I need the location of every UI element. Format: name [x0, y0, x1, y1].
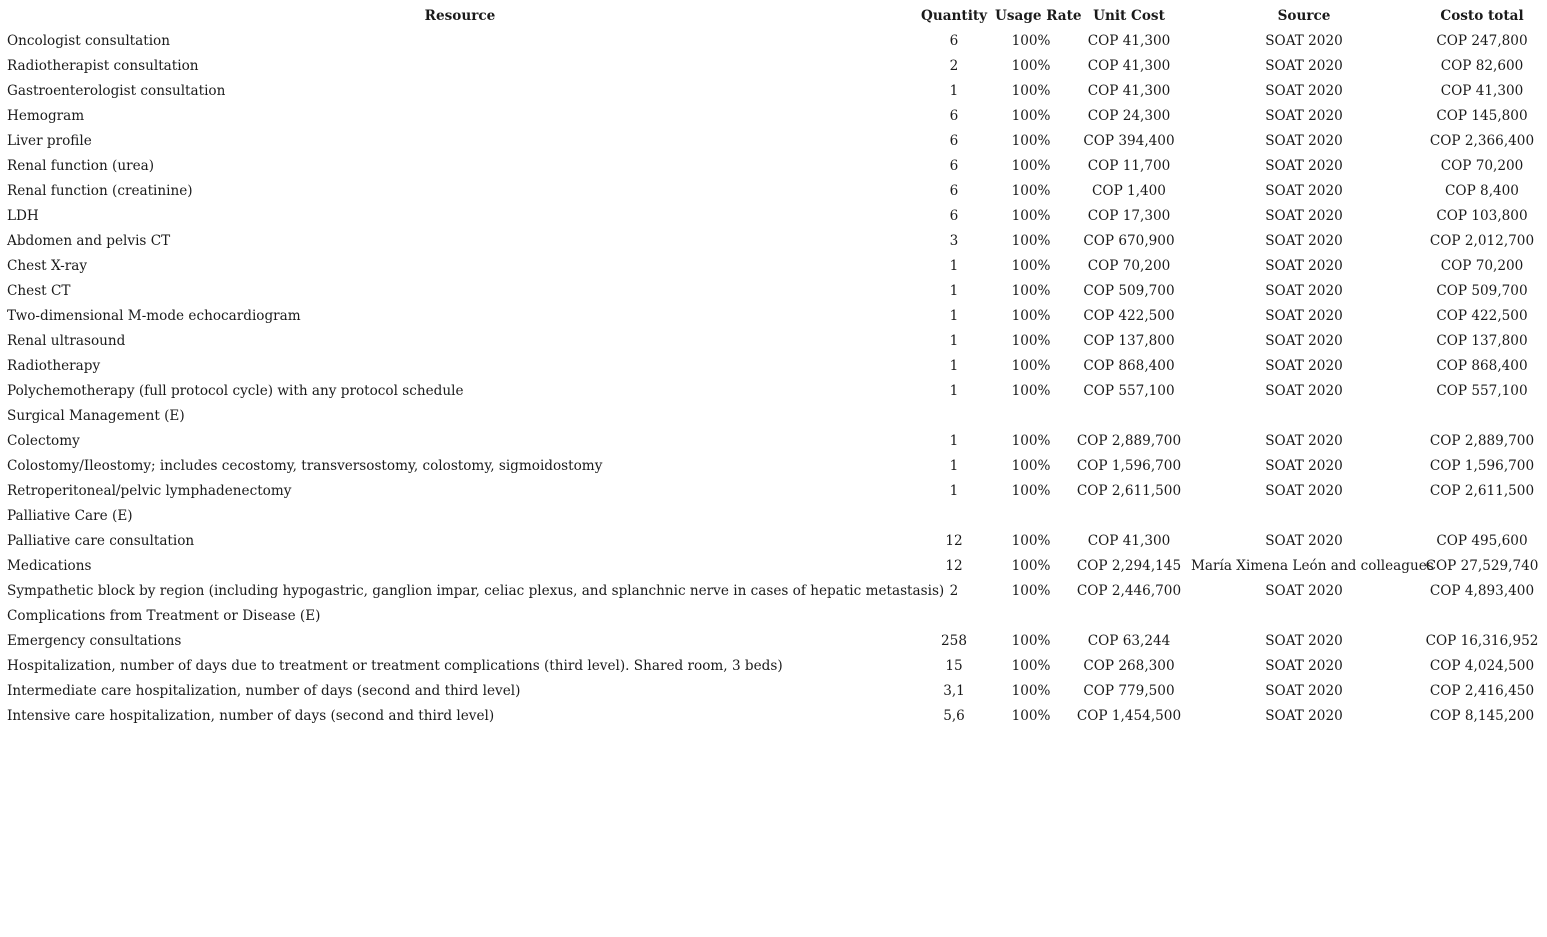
- table-row: [3, 204, 1543, 229]
- cell-unit-cost: COP 868,400: [1083, 358, 1175, 374]
- cell-unit-cost: COP 509,700: [1083, 283, 1175, 299]
- cell-usage-rate: 100%: [1011, 208, 1051, 224]
- cost-table: [3, 4, 1543, 729]
- cell-source: SOAT 2020: [1265, 258, 1343, 274]
- header-usage-rate: Usage Rate: [995, 8, 1082, 24]
- cell-resource: Palliative Care (E): [7, 508, 133, 524]
- table-row: [3, 504, 1543, 529]
- cell-resource: Abdomen and pelvis CT: [7, 233, 171, 249]
- header-resource: Resource: [424, 8, 496, 24]
- cell-quantity: 1: [949, 433, 959, 449]
- table-row: [3, 479, 1543, 504]
- cell-unit-cost: COP 17,300: [1087, 208, 1171, 224]
- cell-resource: Surgical Management (E): [7, 408, 185, 424]
- cell-total-cost: COP 247,800: [1436, 33, 1528, 49]
- table-row: [3, 379, 1543, 404]
- cell-source: SOAT 2020: [1265, 658, 1343, 674]
- cell-total-cost: COP 82,600: [1440, 58, 1524, 74]
- cell-total-cost: COP 8,145,200: [1429, 708, 1535, 724]
- cell-usage-rate: 100%: [1011, 233, 1051, 249]
- cell-unit-cost: COP 268,300: [1083, 658, 1175, 674]
- cell-usage-rate: 100%: [1011, 83, 1051, 99]
- cell-source: SOAT 2020: [1265, 308, 1343, 324]
- cell-quantity: 1: [949, 83, 959, 99]
- header-total-cost: Costo total: [1440, 8, 1524, 24]
- cell-unit-cost: COP 2,611,500: [1076, 483, 1182, 499]
- cell-quantity: 1: [949, 333, 959, 349]
- cell-unit-cost: COP 70,200: [1087, 258, 1171, 274]
- cell-total-cost: COP 2,416,450: [1429, 683, 1535, 699]
- cell-quantity: 1: [949, 358, 959, 374]
- cell-source: SOAT 2020: [1265, 83, 1343, 99]
- cell-total-cost: COP 16,316,952: [1425, 633, 1539, 649]
- header-source: Source: [1277, 8, 1331, 24]
- cell-total-cost: COP 2,889,700: [1429, 433, 1535, 449]
- cell-quantity: 3,1: [943, 683, 965, 699]
- cell-source: [1187, 404, 1421, 429]
- cell-quantity: [917, 504, 991, 529]
- cell-unit-cost: COP 422,500: [1083, 308, 1175, 324]
- cell-usage-rate: 100%: [1011, 158, 1051, 174]
- cell-unit-cost: COP 1,454,500: [1076, 708, 1182, 724]
- cell-usage-rate: 100%: [1011, 333, 1051, 349]
- table-body: [3, 29, 1543, 729]
- table-row: [3, 629, 1543, 654]
- cell-quantity: 2: [949, 58, 959, 74]
- cell-quantity: 6: [949, 183, 959, 199]
- cell-source: SOAT 2020: [1265, 708, 1343, 724]
- cell-unit-cost: COP 41,300: [1087, 83, 1171, 99]
- header-quantity: Quantity: [921, 8, 988, 24]
- cell-unit-cost: COP 557,100: [1083, 383, 1175, 399]
- cell-total-cost: COP 509,700: [1436, 283, 1528, 299]
- cell-unit-cost: COP 1,400: [1092, 183, 1166, 199]
- cell-total-cost: COP 868,400: [1436, 358, 1528, 374]
- cell-resource: Palliative care consultation: [7, 533, 195, 549]
- table-row: [3, 329, 1543, 354]
- cell-unit-cost: COP 2,889,700: [1076, 433, 1182, 449]
- cell-resource: Chest CT: [7, 283, 71, 299]
- cell-resource: Medications: [7, 558, 92, 574]
- cell-source: SOAT 2020: [1265, 458, 1343, 474]
- cell-usage-rate: 100%: [1011, 383, 1051, 399]
- cell-resource: LDH: [7, 208, 39, 224]
- cell-source: SOAT 2020: [1265, 383, 1343, 399]
- cell-resource: Oncologist consultation: [7, 33, 170, 49]
- cell-source: SOAT 2020: [1265, 683, 1343, 699]
- cell-usage-rate: 100%: [1011, 133, 1051, 149]
- cell-source: SOAT 2020: [1265, 358, 1343, 374]
- cell-resource: Two-dimensional M-mode echocardiogram: [7, 308, 301, 324]
- cell-quantity: 1: [949, 283, 959, 299]
- cell-quantity: 6: [949, 133, 959, 149]
- cell-total-cost: COP 41,300: [1440, 83, 1524, 99]
- cell-quantity: 1: [949, 308, 959, 324]
- table-row: [3, 679, 1543, 704]
- table-row: [3, 79, 1543, 104]
- cell-quantity: [917, 404, 991, 429]
- table-row: [3, 129, 1543, 154]
- cell-usage-rate: 100%: [1011, 683, 1051, 699]
- cell-usage-rate: 100%: [1011, 583, 1051, 599]
- cell-quantity: 3: [949, 233, 959, 249]
- table-row: [3, 429, 1543, 454]
- table-row: [3, 404, 1543, 429]
- cell-resource: Colostomy/Ileostomy; includes cecostomy, transversostomy, colostomy, sigmoidostomy: [7, 458, 603, 474]
- cell-total-cost: COP 4,893,400: [1429, 583, 1535, 599]
- table-row: [3, 554, 1543, 579]
- table-row: [3, 29, 1543, 54]
- cell-total-cost: COP 2,012,700: [1429, 233, 1535, 249]
- cell-usage-rate: [991, 404, 1071, 429]
- cell-resource: Hospitalization, number of days due to treatment or treatment complications (third level). Shared room, 3 beds): [7, 658, 783, 674]
- header-unit-cost: Unit Cost: [1093, 8, 1165, 24]
- cell-source: SOAT 2020: [1265, 108, 1343, 124]
- cell-resource: Renal function (creatinine): [7, 183, 193, 199]
- cell-total-cost: COP 495,600: [1436, 533, 1528, 549]
- cell-total-cost: [1421, 404, 1543, 429]
- cell-total-cost: COP 145,800: [1436, 108, 1528, 124]
- cell-source: SOAT 2020: [1265, 583, 1343, 599]
- cell-source: SOAT 2020: [1265, 283, 1343, 299]
- cell-unit-cost: COP 63,244: [1087, 633, 1171, 649]
- cell-resource: Emergency consultations: [7, 633, 182, 649]
- cell-unit-cost: COP 41,300: [1087, 33, 1171, 49]
- cell-source: SOAT 2020: [1265, 433, 1343, 449]
- cell-usage-rate: 100%: [1011, 183, 1051, 199]
- cell-unit-cost: COP 394,400: [1083, 133, 1175, 149]
- cell-resource: Colectomy: [7, 433, 80, 449]
- cell-source: SOAT 2020: [1265, 183, 1343, 199]
- table-row: [3, 454, 1543, 479]
- cell-total-cost: COP 137,800: [1436, 333, 1528, 349]
- cell-usage-rate: 100%: [1011, 358, 1051, 374]
- cell-resource: Renal ultrasound: [7, 333, 126, 349]
- cell-unit-cost: COP 41,300: [1087, 58, 1171, 74]
- cell-unit-cost: COP 11,700: [1087, 158, 1171, 174]
- cell-resource: Sympathetic block by region (including hypogastric, ganglion impar, celiac plexus, and splanchnic nerve in cases of hepatic metastasis): [7, 583, 945, 599]
- cell-quantity: 5,6: [943, 708, 965, 724]
- cell-quantity: 258: [941, 633, 967, 649]
- table-row: [3, 579, 1543, 604]
- cell-unit-cost: COP 779,500: [1083, 683, 1175, 699]
- cell-source: SOAT 2020: [1265, 133, 1343, 149]
- cell-usage-rate: [991, 604, 1071, 629]
- table-row: [3, 529, 1543, 554]
- table-row: [3, 304, 1543, 329]
- cell-quantity: 1: [949, 458, 959, 474]
- cell-total-cost: COP 27,529,740: [1425, 558, 1539, 574]
- cell-resource: Radiotherapy: [7, 358, 101, 374]
- cell-resource: Hemogram: [7, 108, 85, 124]
- cell-source: SOAT 2020: [1265, 58, 1343, 74]
- cell-resource: Gastroenterologist consultation: [7, 83, 226, 99]
- cell-quantity: [917, 604, 991, 629]
- cell-source: [1187, 604, 1421, 629]
- cell-quantity: 12: [945, 558, 963, 574]
- cell-usage-rate: 100%: [1011, 533, 1051, 549]
- cell-usage-rate: 100%: [1011, 258, 1051, 274]
- cell-resource: Intensive care hospitalization, number of days (second and third level): [7, 708, 495, 724]
- cell-usage-rate: 100%: [1011, 483, 1051, 499]
- cell-resource: Retroperitoneal/pelvic lymphadenectomy: [7, 483, 292, 499]
- cell-unit-cost: COP 137,800: [1083, 333, 1175, 349]
- cell-unit-cost: COP 670,900: [1083, 233, 1175, 249]
- cell-total-cost: COP 422,500: [1436, 308, 1528, 324]
- cell-quantity: 12: [945, 533, 963, 549]
- cell-source: María Ximena León and colleagues: [1191, 558, 1434, 574]
- cell-source: SOAT 2020: [1265, 533, 1343, 549]
- cell-resource: Intermediate care hospitalization, number of days (second and third level): [7, 683, 521, 699]
- cell-usage-rate: 100%: [1011, 308, 1051, 324]
- cell-total-cost: COP 557,100: [1436, 383, 1528, 399]
- cell-total-cost: [1421, 504, 1543, 529]
- cell-total-cost: COP 103,800: [1436, 208, 1528, 224]
- cell-resource: Chest X-ray: [7, 258, 88, 274]
- cell-total-cost: COP 1,596,700: [1429, 458, 1535, 474]
- cell-total-cost: [1421, 604, 1543, 629]
- cell-source: SOAT 2020: [1265, 333, 1343, 349]
- cell-usage-rate: 100%: [1011, 433, 1051, 449]
- cell-unit-cost: COP 2,294,145: [1076, 558, 1182, 574]
- cell-quantity: 6: [949, 208, 959, 224]
- cell-unit-cost: COP 2,446,700: [1076, 583, 1182, 599]
- table-row: [3, 179, 1543, 204]
- cell-total-cost: COP 2,366,400: [1429, 133, 1535, 149]
- cell-quantity: 2: [949, 583, 959, 599]
- cell-source: SOAT 2020: [1265, 233, 1343, 249]
- table-row: [3, 654, 1543, 679]
- cell-usage-rate: 100%: [1011, 708, 1051, 724]
- cell-source: SOAT 2020: [1265, 483, 1343, 499]
- cell-source: SOAT 2020: [1265, 208, 1343, 224]
- cell-resource: Liver profile: [7, 133, 92, 149]
- cell-usage-rate: 100%: [1011, 658, 1051, 674]
- table-header: [3, 4, 1543, 29]
- cell-total-cost: COP 8,400: [1445, 183, 1519, 199]
- table-row: [3, 704, 1543, 729]
- cell-usage-rate: 100%: [1011, 33, 1051, 49]
- cell-unit-cost: COP 41,300: [1087, 533, 1171, 549]
- cell-unit-cost: COP 24,300: [1087, 108, 1171, 124]
- cell-total-cost: COP 70,200: [1440, 258, 1524, 274]
- table-row: [3, 254, 1543, 279]
- cell-usage-rate: 100%: [1011, 108, 1051, 124]
- cell-quantity: 15: [945, 658, 963, 674]
- cell-usage-rate: 100%: [1011, 283, 1051, 299]
- cell-total-cost: COP 2,611,500: [1429, 483, 1535, 499]
- cell-resource: Polychemotherapy (full protocol cycle) with any protocol schedule: [7, 383, 464, 399]
- table-row: [3, 104, 1543, 129]
- table-row: [3, 604, 1543, 629]
- cell-quantity: 1: [949, 258, 959, 274]
- table-row: [3, 154, 1543, 179]
- cell-usage-rate: 100%: [1011, 58, 1051, 74]
- cell-resource: Renal function (urea): [7, 158, 155, 174]
- cell-total-cost: COP 70,200: [1440, 158, 1524, 174]
- cell-unit-cost: [1071, 504, 1187, 529]
- cell-usage-rate: 100%: [1011, 558, 1051, 574]
- cell-source: SOAT 2020: [1265, 33, 1343, 49]
- cell-usage-rate: 100%: [1011, 458, 1051, 474]
- cell-usage-rate: 100%: [1011, 633, 1051, 649]
- cell-quantity: 6: [949, 33, 959, 49]
- cell-source: SOAT 2020: [1265, 633, 1343, 649]
- cell-quantity: 6: [949, 158, 959, 174]
- table-row: [3, 354, 1543, 379]
- cell-source: [1187, 504, 1421, 529]
- cell-source: SOAT 2020: [1265, 158, 1343, 174]
- cell-resource: Radiotherapist consultation: [7, 58, 199, 74]
- cell-unit-cost: [1071, 404, 1187, 429]
- header-row: [3, 4, 1543, 29]
- cell-usage-rate: [991, 504, 1071, 529]
- table-row: [3, 229, 1543, 254]
- cell-unit-cost: [1071, 604, 1187, 629]
- table-row: [3, 54, 1543, 79]
- table-row: [3, 279, 1543, 304]
- cell-total-cost: COP 4,024,500: [1429, 658, 1535, 674]
- cell-quantity: 6: [949, 108, 959, 124]
- cell-resource: Complications from Treatment or Disease (E): [7, 608, 321, 624]
- cell-quantity: 1: [949, 383, 959, 399]
- cell-unit-cost: COP 1,596,700: [1076, 458, 1182, 474]
- cell-quantity: 1: [949, 483, 959, 499]
